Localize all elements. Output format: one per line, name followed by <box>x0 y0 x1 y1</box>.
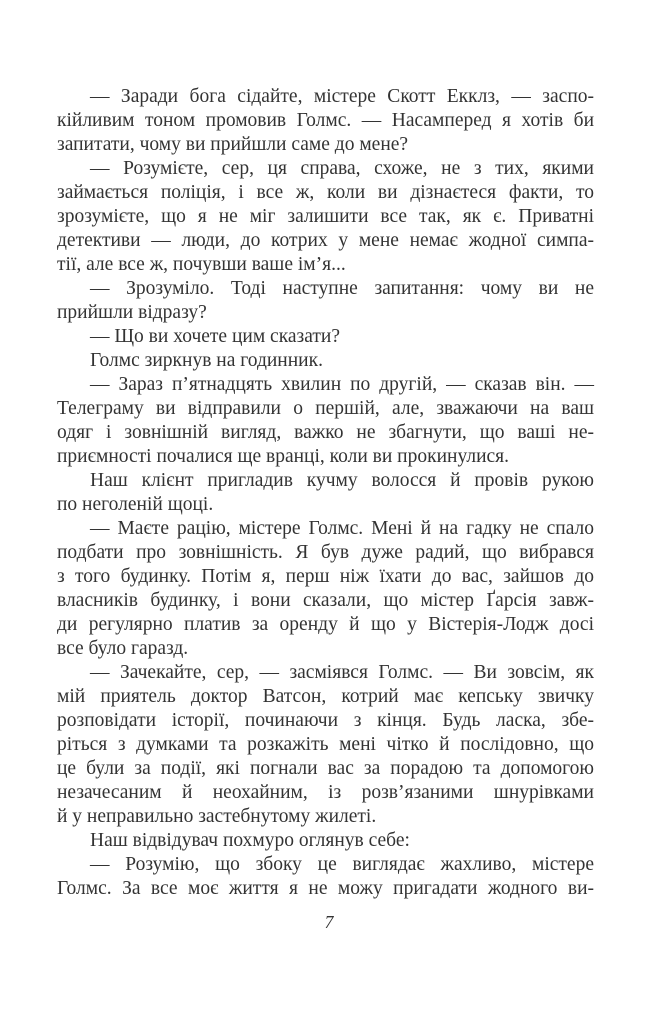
text-line: ди регулярно платив за оренду й що у Вістерія-Лодж досі <box>57 614 594 635</box>
paragraph <box>57 349 594 373</box>
paragraph <box>57 325 594 349</box>
page-text <box>57 85 594 901</box>
text-line: з того будинку. Потім я, перш ніж їхати до вас, зайшов до <box>57 566 594 587</box>
text-line: Голмс. За все моє життя я не можу пригадати жодного ви- <box>57 878 594 899</box>
text-line: прийшли відразу? <box>57 302 207 323</box>
text-line: незачесаним й неохайним, із розв’язаними шнурівками <box>57 782 594 803</box>
text-line: кійливим тоном промовив Голмс. — Насамперед я хотів би <box>57 110 594 131</box>
text-line: детективи — люди, до котрих у мене немає жодної симпа- <box>57 230 594 251</box>
text-line: ріться з думками та розкажіть мені чітко й послідовно, що <box>57 734 594 755</box>
text-line: одяг і зовнішній вигляд, важко не збагнути, що ваші не- <box>57 422 594 443</box>
text-line: запитати, чому ви прийшли саме до мене? <box>57 134 409 155</box>
text-line: це були за події, які погнали вас за порадою та допомогою <box>57 758 594 779</box>
text-line: мій приятель доктор Ватсон, котрий має кепську звичку <box>57 686 594 707</box>
paragraph <box>57 661 594 829</box>
text-line: — Що ви хочете цим сказати? <box>90 326 340 347</box>
text-line: Телеграму ви відправили о першій, але, зважаючи на ваш <box>57 398 594 419</box>
text-line: Наш клієнт пригладив кучму волосся й провів рукою <box>90 470 594 491</box>
text-line: все було гаразд. <box>57 638 189 659</box>
text-line: Наш відвідувач похмуро оглянув себе: <box>90 830 410 851</box>
text-line: приємності почалися ще вранці, коли ви прокинулися. <box>57 446 510 467</box>
text-line: зрозумієте, що я не міг залишити все так, як є. Приватні <box>57 206 594 227</box>
text-line: — Зрозуміло. Тоді наступне запитання: чому ви не <box>90 278 594 299</box>
paragraph <box>57 157 594 277</box>
text-line: займається поліція, і все ж, коли ви дізнаєтеся факти, то <box>57 182 594 203</box>
text-line: й у неправильно застебнутому жилеті. <box>57 806 377 827</box>
text-line: — Розумієте, сер, ця справа, схоже, не з тих, якими <box>90 158 594 179</box>
text-line: — Заради бога сідайте, містере Скотт Екклз, — заспо- <box>90 86 594 107</box>
text-line: — Маєте рацію, містере Голмс. Мені й на гадку не спало <box>90 518 594 539</box>
text-line: — Розумію, що збоку це виглядає жахливо, містере <box>90 854 594 875</box>
paragraph <box>57 517 594 661</box>
text-line: розповідати історії, починаючи з кінця. Будь ласка, збе- <box>57 710 594 731</box>
paragraph <box>57 373 594 469</box>
text-line: тії, але все ж, почувши ваше ім’я... <box>57 254 346 275</box>
paragraph <box>57 277 594 325</box>
page-number: 7 <box>324 912 334 932</box>
text-line: — Зараз п’ятнадцять хвилин по другій, — сказав він. — <box>90 374 594 395</box>
paragraph <box>57 853 594 901</box>
text-line: власників будинку, і вони сказали, що містер Ґарсія завж- <box>57 590 594 611</box>
text-line: — Зачекайте, сер, — засміявся Голмс. — Ви зовсім, як <box>90 662 594 683</box>
paragraph <box>57 829 594 853</box>
paragraph <box>57 469 594 517</box>
paragraph <box>57 85 594 157</box>
text-line: Голмс зиркнув на годинник. <box>90 350 323 371</box>
text-line: подбати про зовнішність. Я був дуже радий, що вибрався <box>57 542 594 563</box>
text-line: по неголеній щоці. <box>57 494 214 515</box>
